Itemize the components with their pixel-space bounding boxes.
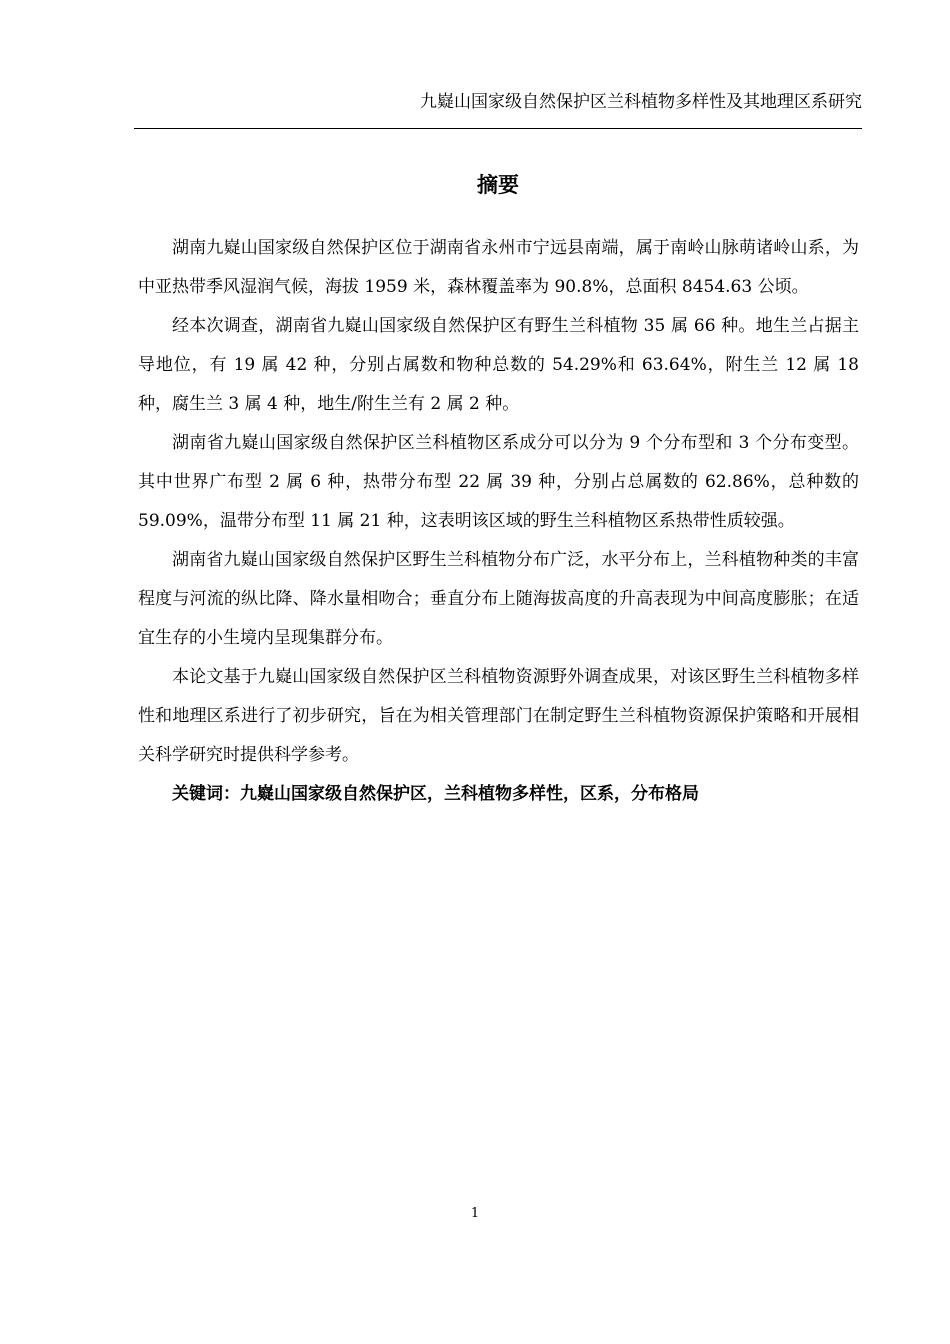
abstract-paragraph-5: 本论文基于九嶷山国家级自然保护区兰科植物资源野外调查成果，对该区野生兰科植物多样性和地理区系进行了初步研究，旨在为相关管理部门在制定野生兰科植物资源保护策略和开展相关科学研究时提供科学参考。 [138, 667, 859, 765]
abstract-paragraph-1: 湖南九嶷山国家级自然保护区位于湖南省永州市宁远县南端，属于南岭山脉萌诸岭山系，为中亚热带季风湿润气候，海拔 1959 米，森林覆盖率为 90.8%，总面积 8454.63 公顷。 [138, 238, 859, 297]
abstract-paragraph-2: 经本次调查，湖南省九嶷山国家级自然保护区有野生兰科植物 35 属 66 种。地生兰占据主导地位，有 19 属 42 种，分别占属数和物种总数的 54.29%和 63.64%，附生兰 12 属 18 种，腐生兰 3 属 4 种，地生/附生兰有 2 属 2 种。 [138, 316, 859, 414]
abstract-heading: 摘要 [477, 173, 519, 197]
keywords-line: 关键词：九嶷山国家级自然保护区，兰科植物多样性，区系，分布格局 [172, 784, 699, 804]
abstract-paragraph-4: 湖南省九嶷山国家级自然保护区野生兰科植物分布广泛，水平分布上，兰科植物种类的丰富程度与河流的纵比降、降水量相吻合；垂直分布上随海拔高度的升高表现为中间高度膨胀；在适宜生存的小生境内呈现集群分布。 [138, 550, 859, 648]
running-header: 九嶷山国家级自然保护区兰科植物多样性及其地理区系研究 [420, 92, 862, 112]
page-number: 1 [470, 1206, 480, 1221]
abstract-paragraph-3: 湖南省九嶷山国家级自然保护区兰科植物区系成分可以分为 9 个分布型和 3 个分布变型。其中世界广布型 2 属 6 种，热带分布型 22 属 39 种，分别占总属数的 62.86%，总种数的 59.09%，温带分布型 11 属 21 种，这表明该区域的野生兰科植物区系热带性质较强。 [138, 433, 859, 531]
header-rule [134, 128, 862, 129]
abstract-body [138, 229, 859, 814]
